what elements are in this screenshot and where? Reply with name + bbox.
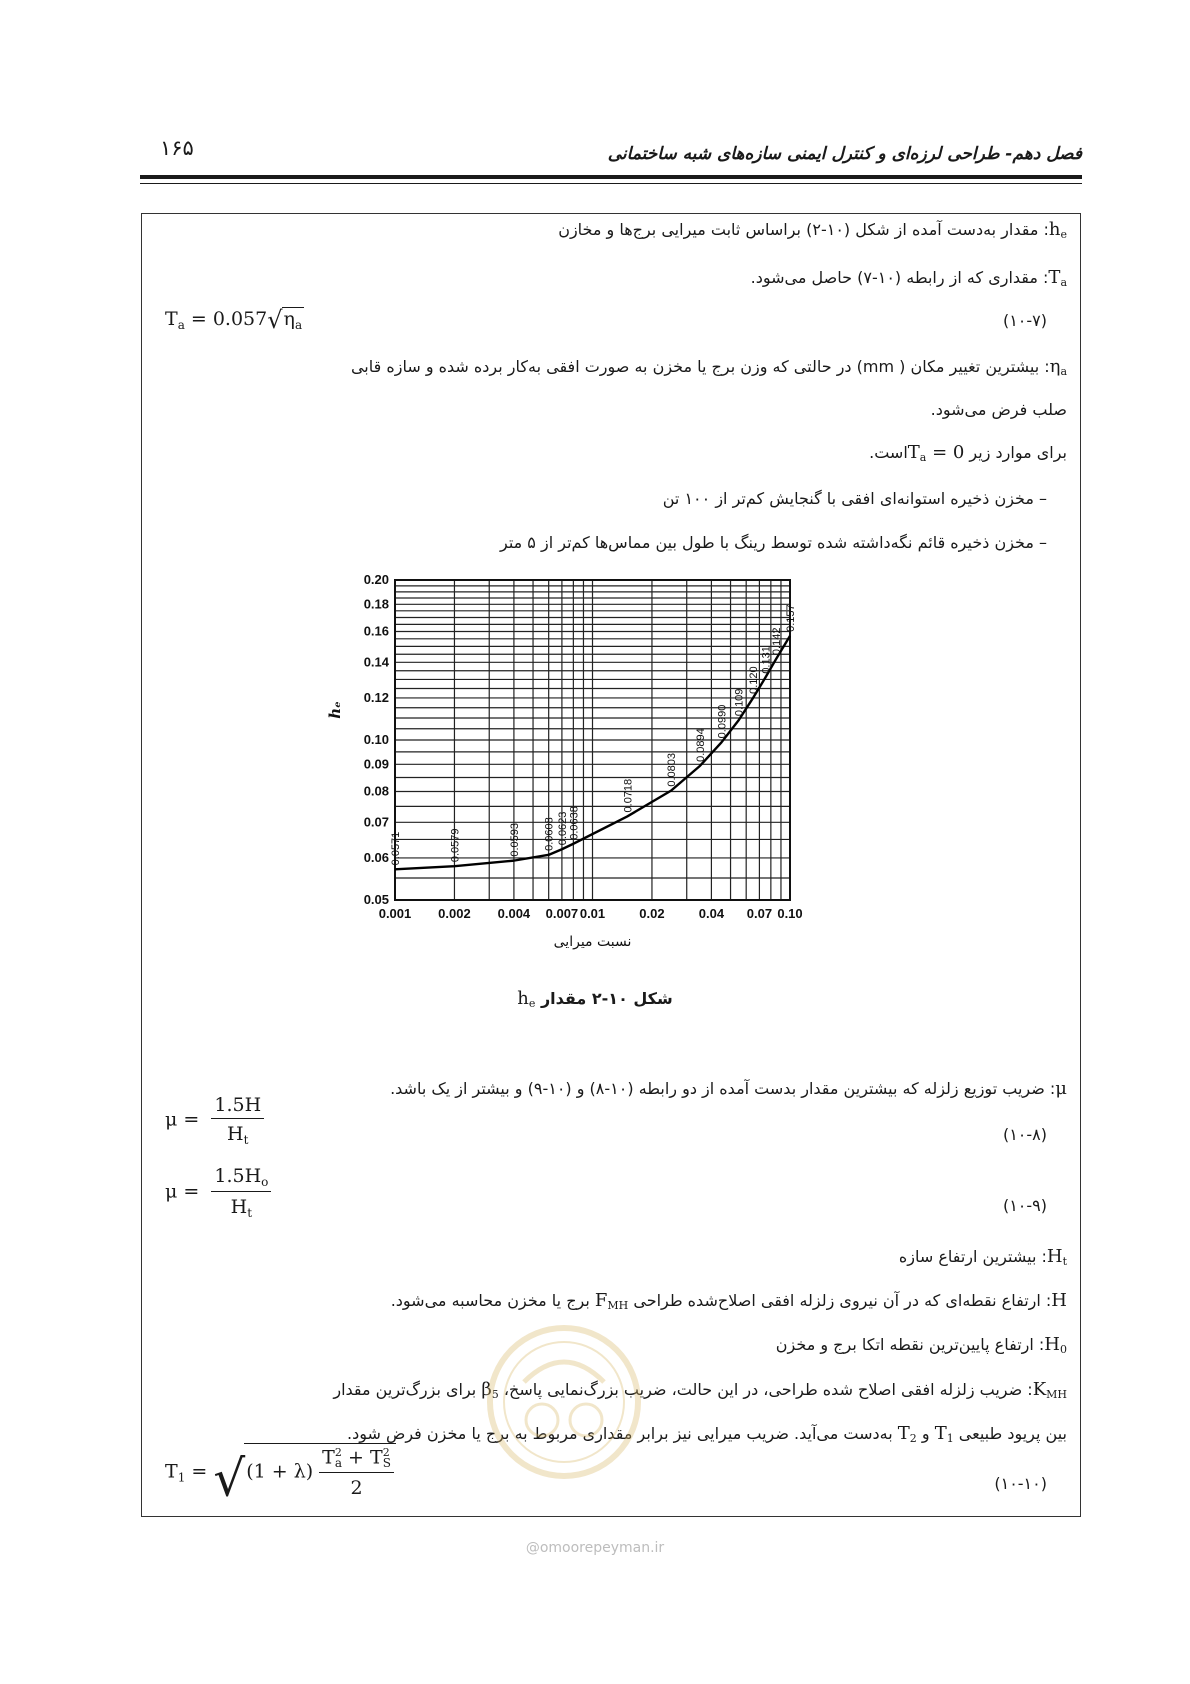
he-symbol: $h_e$ <box>1048 219 1067 241</box>
data-point-label: 0.0623 <box>556 811 569 846</box>
he-definition-text: : مقدار به‌دست آمده از شکل (۱۰-۲) براساس ثابت میرایی برج‌ها و مخازن <box>558 220 1049 239</box>
eta-definition-text: : بیشترین تغییر مکان ( mm) در حالتی که وزن برج یا مخزن به صورت افقی به‌کار برده شده و سازه قابی <box>350 357 1050 376</box>
eta-definition-line-1 <box>351 355 1067 384</box>
data-point-label: 0.0990 <box>716 704 729 739</box>
equation-10-9: μ = $\frac{1.5H_o}{H_t}$ <box>165 1165 271 1220</box>
y-tick-label: 0.09 <box>363 756 389 772</box>
y-tick-label: 0.08 <box>363 783 389 799</box>
x-axis-label: نسبت میرایی <box>553 934 632 950</box>
header-rule-thick <box>140 175 1082 179</box>
data-point-label: 0.142 <box>771 627 784 656</box>
kmh-definition-line-1: $K_{MH}$: ضریب زلزله افقی اصلاح شده طراحی، در این حالت، ضریب بزرگ‌نمایی پاسخ، $\beta_5$ برای بزرگ‌ترین مقدار <box>333 1379 1067 1401</box>
eta-symbol: $\eta_a$ <box>1049 356 1067 378</box>
y-tick-label: 0.07 <box>363 814 389 830</box>
data-point-label: 0.0579 <box>449 828 462 863</box>
equation-10-8-number: (۱۰-۸) <box>1002 1125 1047 1144</box>
sqrt-sign-icon: √ <box>267 306 283 334</box>
ta-symbol: $T_a$ <box>1048 267 1067 289</box>
publisher-seal-watermark <box>484 1322 644 1482</box>
y-tick-label: 0.16 <box>363 623 389 639</box>
data-point-label: 0.0593 <box>508 822 521 857</box>
data-point-label: 0.0803 <box>666 752 679 787</box>
equation-10-9-number: (۱۰-۹) <box>1002 1196 1047 1215</box>
data-point-label: 0.157 <box>785 604 797 632</box>
figure-caption: شکل ۱۰-۲ مقدار $h_e$ <box>517 988 673 1010</box>
mu-symbol: μ <box>1055 1078 1067 1099</box>
data-point-label: 0.0571 <box>390 831 402 866</box>
x-tick-label: 0.07 <box>746 906 773 921</box>
kmh-definition-line-2: بین پریود طبیعی $T_1$ و $T_2$ به‌دست می‌آید. ضریب میرایی نیز برابر مقداری مربوط به برج یا مخزن فرض شود. <box>347 1423 1067 1445</box>
y-tick-label: 0.05 <box>363 892 389 907</box>
ta-definition <box>751 266 1067 295</box>
x-tick-label: 0.02 <box>639 906 665 921</box>
bullet-item-2: – مخزن ذخیره قائم نگه‌داشته شده توسط رینگ با طول بین مماس‌ها کم‌تر از ۵ متر <box>499 533 1047 552</box>
equation-10-8: μ = $\frac{1.5H}{H_t}$ <box>165 1094 264 1147</box>
y-tick-label: 0.06 <box>363 849 389 865</box>
he-definition <box>558 218 1067 247</box>
equation-10-10-number: (۱۰-۱۰) <box>994 1474 1047 1493</box>
header-rule-thin <box>140 183 1082 184</box>
eta-definition-line-2: صلب فرض می‌شود. <box>930 400 1067 419</box>
x-tick-label: 0.001 <box>378 906 412 921</box>
x-tick-label: 0.04 <box>698 906 725 921</box>
y-axis-label: hₑ <box>326 701 344 719</box>
site-watermark: @omoorepeyman.ir <box>525 1540 665 1556</box>
y-tick-label: 0.10 <box>363 732 389 747</box>
ta-zero-condition: برای موارد زیر $T_a$ = 0است. <box>869 442 1067 464</box>
x-tick-label: 0.007 <box>545 906 579 921</box>
data-point-label: 0.120 <box>748 666 761 694</box>
h0-definition: $H_0$: ارتفاع پایین‌ترین نقطه اتکا برج و مخزن <box>775 1334 1067 1356</box>
data-point-label: 0.0638 <box>568 806 581 840</box>
data-point-label: 0.109 <box>733 688 746 717</box>
damping-ratio-chart <box>326 565 865 975</box>
x-tick-label: 0.01 <box>579 906 606 921</box>
page-number: ۱۶۵ <box>160 136 194 160</box>
equation-10-10: $T_1 = √(1 + \lambda)$ $\frac{T^2_a + T^2_S}{2}$ <box>165 1443 396 1508</box>
equation-10-7-number: (۱۰-۷) <box>1002 311 1047 330</box>
data-point-label: 0.0894 <box>694 728 707 762</box>
x-tick-label: 0.002 <box>438 906 471 921</box>
h-definition: H: ارتفاع نقطه‌ای که در آن نیروی زلزله افقی اصلاح‌شده طراحی $F_{MH}$ برج یا مخزن محاسبه می‌شود. <box>390 1290 1067 1312</box>
y-tick-label: 0.12 <box>363 689 389 705</box>
x-tick-label: 0.10 <box>777 906 803 921</box>
y-tick-label: 0.14 <box>363 654 389 670</box>
data-point-label: 0.0718 <box>622 778 635 813</box>
bullet-item-1: – مخزن ذخیره استوانه‌ای افقی با گنجایش کم‌تر از ۱۰۰ تن <box>662 489 1047 508</box>
y-tick-label: 0.18 <box>363 596 389 612</box>
data-point-label: 0.131 <box>760 646 773 674</box>
sqrt-sign-icon: √ <box>213 1449 246 1508</box>
ta-definition-text: : مقداری که از رابطه (۱۰-۷) حاصل می‌شود. <box>750 268 1049 287</box>
mu-definition <box>390 1077 1067 1101</box>
equation-10-7: $T_a = 0.057√\eta_a$ <box>165 306 303 334</box>
y-tick-label: 0.20 <box>363 572 389 587</box>
data-point-label: 0.0608 <box>543 817 556 851</box>
mu-definition-text: : ضریب توزیع زلزله که بیشترین مقدار بدست آمده از دو رابطه (۱۰-۸) و (۱۰-۹) و بیشتر از یک باشد. <box>390 1079 1056 1098</box>
running-head: فصل دهم- طراحی لرزه‌ای و کنترل ایمنی سازه‌های شبه ساختمانی <box>607 144 1082 164</box>
x-tick-label: 0.004 <box>497 906 531 921</box>
ht-definition: $H_t$: بیشترین ارتفاع سازه <box>898 1246 1067 1268</box>
